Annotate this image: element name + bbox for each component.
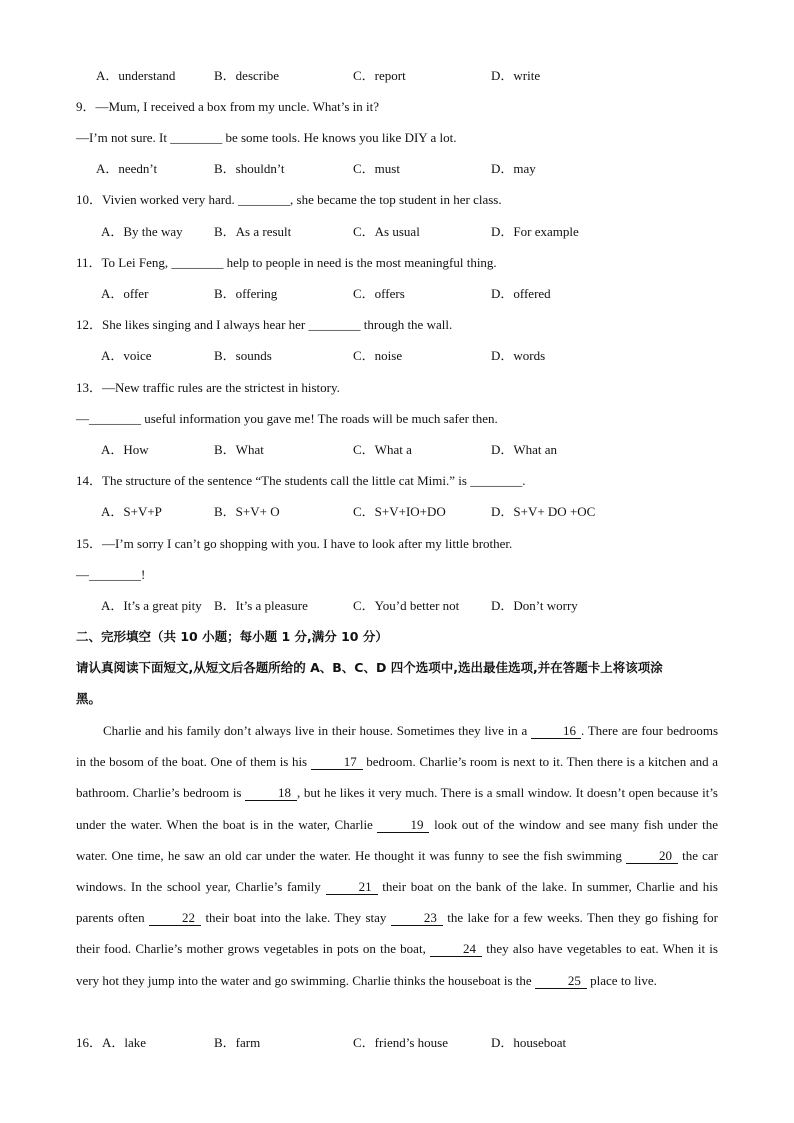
q11-stem: 11．To Lei Feng, ________ help to people in need is the most meaningful thing. (76, 255, 497, 270)
passage-text: place to live. (586, 972, 657, 988)
q11-option-a[interactable]: A．offer (101, 286, 149, 301)
cloze-passage (76, 715, 718, 996)
q10-options (0, 224, 794, 240)
q16-option-c[interactable]: C．friend’s house (353, 1035, 448, 1050)
q13-option-d[interactable]: D．What an (491, 442, 558, 457)
q15-stem: 15．—I’m sorry I can’t go shopping with you. I have to look after my little brother. (76, 536, 513, 551)
q8-option-a[interactable]: A．understand (96, 68, 176, 83)
passage-text: bedroom. Charlie’s room is next to it. Then there is a kitchen and a bathroom. Charlie’s bedroom is (76, 754, 718, 801)
blank-25[interactable]: 25 (535, 974, 587, 989)
q8-option-d[interactable]: D．write (491, 68, 541, 83)
q15-option-d[interactable]: D．Don’t worry (491, 598, 578, 613)
q8-option-c[interactable]: C．report (353, 68, 406, 83)
q13-options (0, 442, 794, 458)
blank-23[interactable]: 23 (391, 911, 443, 926)
blank-22[interactable]: 22 (149, 911, 201, 926)
passage-text: the lake for a few weeks. Then they go fishing for their food. Charlie’s mother grows vegetables in pots on the boat, (76, 910, 718, 957)
q9-option-a[interactable]: A．needn’t (96, 161, 158, 176)
q9-reply: —I’m not sure. It ________ be some tools. He knows you like DIY a lot. (76, 130, 457, 145)
section-heading: 二、完形填空（共 10 小题；每小题 1 分,满分 10 分） (76, 629, 388, 644)
blank-16[interactable]: 16 (531, 724, 581, 739)
q11-options (0, 286, 794, 302)
q13-option-c[interactable]: C．What a (353, 442, 412, 457)
passage-text: the car windows. In the school year, Charlie’s family (76, 847, 718, 895)
q12-option-d[interactable]: D．words (491, 348, 546, 363)
q9-option-d[interactable]: D．may (491, 161, 536, 176)
q10-option-b[interactable]: B．As a result (214, 224, 292, 239)
q13-stem: 13．—New traffic rules are the strictest in history. (76, 380, 340, 395)
q14-stem: 14．The structure of the sentence “The students call the little cat Mimi.” is ________. (76, 473, 526, 488)
q13-option-b[interactable]: B．What (214, 442, 264, 457)
q15-option-b[interactable]: B．It’s a pleasure (214, 598, 308, 613)
q8-options (0, 68, 794, 84)
q14-option-b[interactable]: B．S+V+ O (214, 504, 280, 519)
q14-option-a[interactable]: A．S+V+P (101, 504, 162, 519)
q13-reply: —________ useful information you gave me! The roads will be much safer then. (76, 411, 498, 426)
q14-option-d[interactable]: D．S+V+ DO +OC (491, 504, 596, 519)
passage-text: . There are four bedrooms in the bosom of the boat. One of them is his (76, 723, 718, 770)
q9-stem: 9．—Mum, I received a box from my uncle. What’s in it? (76, 99, 380, 114)
q11-option-b[interactable]: B．offering (214, 286, 278, 301)
passage-text: Charlie and his family don’t always live in their house. Sometimes they live in a (103, 723, 531, 738)
q9-option-b[interactable]: B．shouldn’t (214, 161, 285, 176)
q10-option-a[interactable]: A．By the way (101, 224, 183, 239)
passage-text: their boat into the lake. They stay (201, 910, 391, 926)
q15-option-c[interactable]: C．You’d better not (353, 598, 460, 613)
q15-options (0, 598, 794, 614)
blank-24[interactable]: 24 (430, 942, 482, 957)
q9-options (0, 161, 794, 177)
q15-reply: —________! (76, 567, 146, 582)
passage-text: , but he likes it very much. There is a small window. It doesn’t open because it’s under the water. When the boat is in the water, Charlie (76, 785, 718, 832)
q9-option-c[interactable]: C．must (353, 161, 400, 176)
q12-stem: 12．She likes singing and I always hear her ________ through the wall. (76, 317, 453, 332)
blank-19[interactable]: 19 (377, 818, 429, 833)
q11-option-c[interactable]: C．offers (353, 286, 405, 301)
q16-option-a[interactable]: 16．A．lake (76, 1035, 147, 1050)
passage-text: their boat on the bank of the lake. In summer, Charlie and his parents often (76, 879, 718, 926)
blank-17[interactable]: 17 (311, 755, 363, 770)
q16-option-d[interactable]: D．houseboat (491, 1035, 567, 1050)
section-instruction-line1: 请认真阅读下面短文,从短文后各题所给的 A、B、C、D 四个选项中,选出最佳选项,并在答题卡上将该项涂 (76, 660, 663, 675)
q8-option-b[interactable]: B．describe (214, 68, 279, 83)
blank-21[interactable]: 21 (326, 880, 378, 895)
section-instruction-line2: 黑。 (76, 691, 102, 706)
blank-20[interactable]: 20 (626, 849, 678, 864)
q12-option-b[interactable]: B．sounds (214, 348, 272, 363)
q12-option-a[interactable]: A．voice (101, 348, 152, 363)
q10-option-d[interactable]: D．For example (491, 224, 579, 239)
q13-option-a[interactable]: A．How (101, 442, 149, 457)
cloze-paragraph (76, 715, 718, 996)
q12-option-c[interactable]: C．noise (353, 348, 403, 363)
q16-option-b[interactable]: B．farm (214, 1035, 261, 1050)
q12-options (0, 348, 794, 364)
blank-18[interactable]: 18 (245, 786, 297, 801)
q15-option-a[interactable]: A．It’s a great pity (101, 598, 202, 613)
passage-text: they also have vegetables to eat. When it is very hot they jump into the water and go swimming. Charlie thinks the houseboat is the (76, 941, 718, 988)
q10-option-c[interactable]: C．As usual (353, 224, 420, 239)
q10-stem: 10．Vivien worked very hard. ________, she became the top student in her class. (76, 192, 502, 207)
q14-options (0, 504, 794, 520)
q14-option-c[interactable]: C．S+V+IO+DO (353, 504, 446, 519)
q11-option-d[interactable]: D．offered (491, 286, 551, 301)
q16-options (0, 1035, 794, 1051)
passage-text: look out of the window and see many fish under the water. One time, he saw an old car under the water. He thought it was funny to see the fish swimming (76, 816, 718, 863)
